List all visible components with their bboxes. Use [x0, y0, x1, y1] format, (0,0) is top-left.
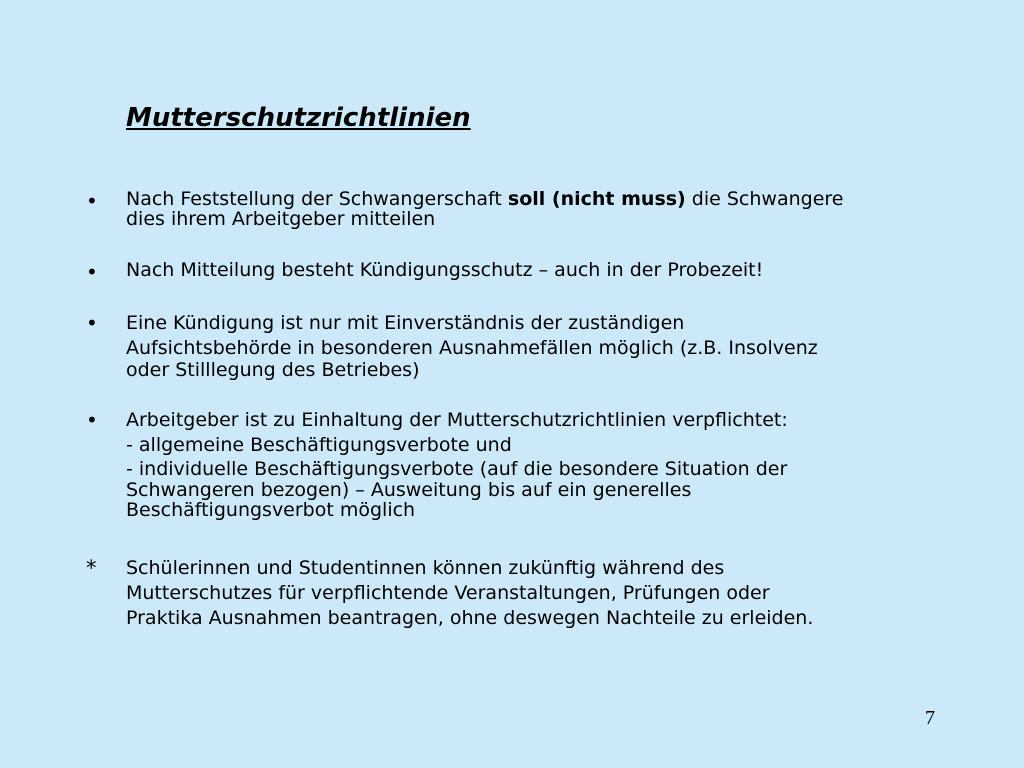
bullet-marker: •	[86, 408, 98, 432]
bullet-marker: •	[86, 260, 98, 284]
bullet-text	[126, 260, 946, 280]
bullet-text	[126, 556, 946, 631]
bullet-line: Aufsichtsbehörde in besonderen Ausnahmefällen möglich (z.B. Insolvenz	[126, 337, 818, 359]
bullet-marker: •	[86, 311, 98, 335]
bullet-line: Eine Kündigung ist nur mit Einverständnis der zuständigen	[126, 312, 685, 334]
bullet-line: dies ihrem Arbeitgeber mitteilen	[126, 208, 436, 230]
bullet-line: Beschäftigungsverbot möglich	[126, 499, 416, 521]
bullet-line: Mutterschutzes für verpflichtende Veranstaltungen, Prüfungen oder	[126, 582, 770, 604]
asterisk-marker: *	[86, 556, 97, 580]
bullet-text	[126, 408, 946, 520]
bullet-line: - individuelle Beschäftigungsverbote (auf die besondere Situation der	[126, 458, 788, 480]
bullet-line: Schwangeren bezogen) – Ausweitung bis auf ein generelles	[126, 479, 692, 501]
bullet-line: oder Stilllegung des Betriebes)	[126, 359, 420, 381]
bullet-text-segment: Nach Feststellung der Schwangerschaft	[126, 188, 508, 210]
page-number: 7	[925, 707, 935, 729]
bullet-text	[126, 189, 946, 229]
bullet-line: Praktika Ausnahmen beantragen, ohne deswegen Nachteile zu erleiden.	[126, 607, 814, 629]
bullet-text-segment: die Schwangere	[685, 188, 844, 210]
slide-title: Mutterschutzrichtlinien	[126, 103, 471, 133]
bullet-text	[126, 311, 946, 380]
bullet-marker: •	[86, 189, 98, 213]
bullet-line: Nach Mitteilung besteht Kündigungsschutz – auch in der Probezeit!	[126, 259, 764, 281]
bullet-line: Schülerinnen und Studentinnen können zukünftig während des	[126, 557, 725, 579]
bullet-line: Arbeitgeber ist zu Einhaltung der Mutterschutzrichtlinien verpflichtet:	[126, 409, 788, 431]
bullet-emphasis: soll (nicht muss)	[507, 188, 686, 210]
bullet-line: - allgemeine Beschäftigungsverbote und	[126, 434, 512, 456]
bullet-line	[126, 189, 946, 209]
